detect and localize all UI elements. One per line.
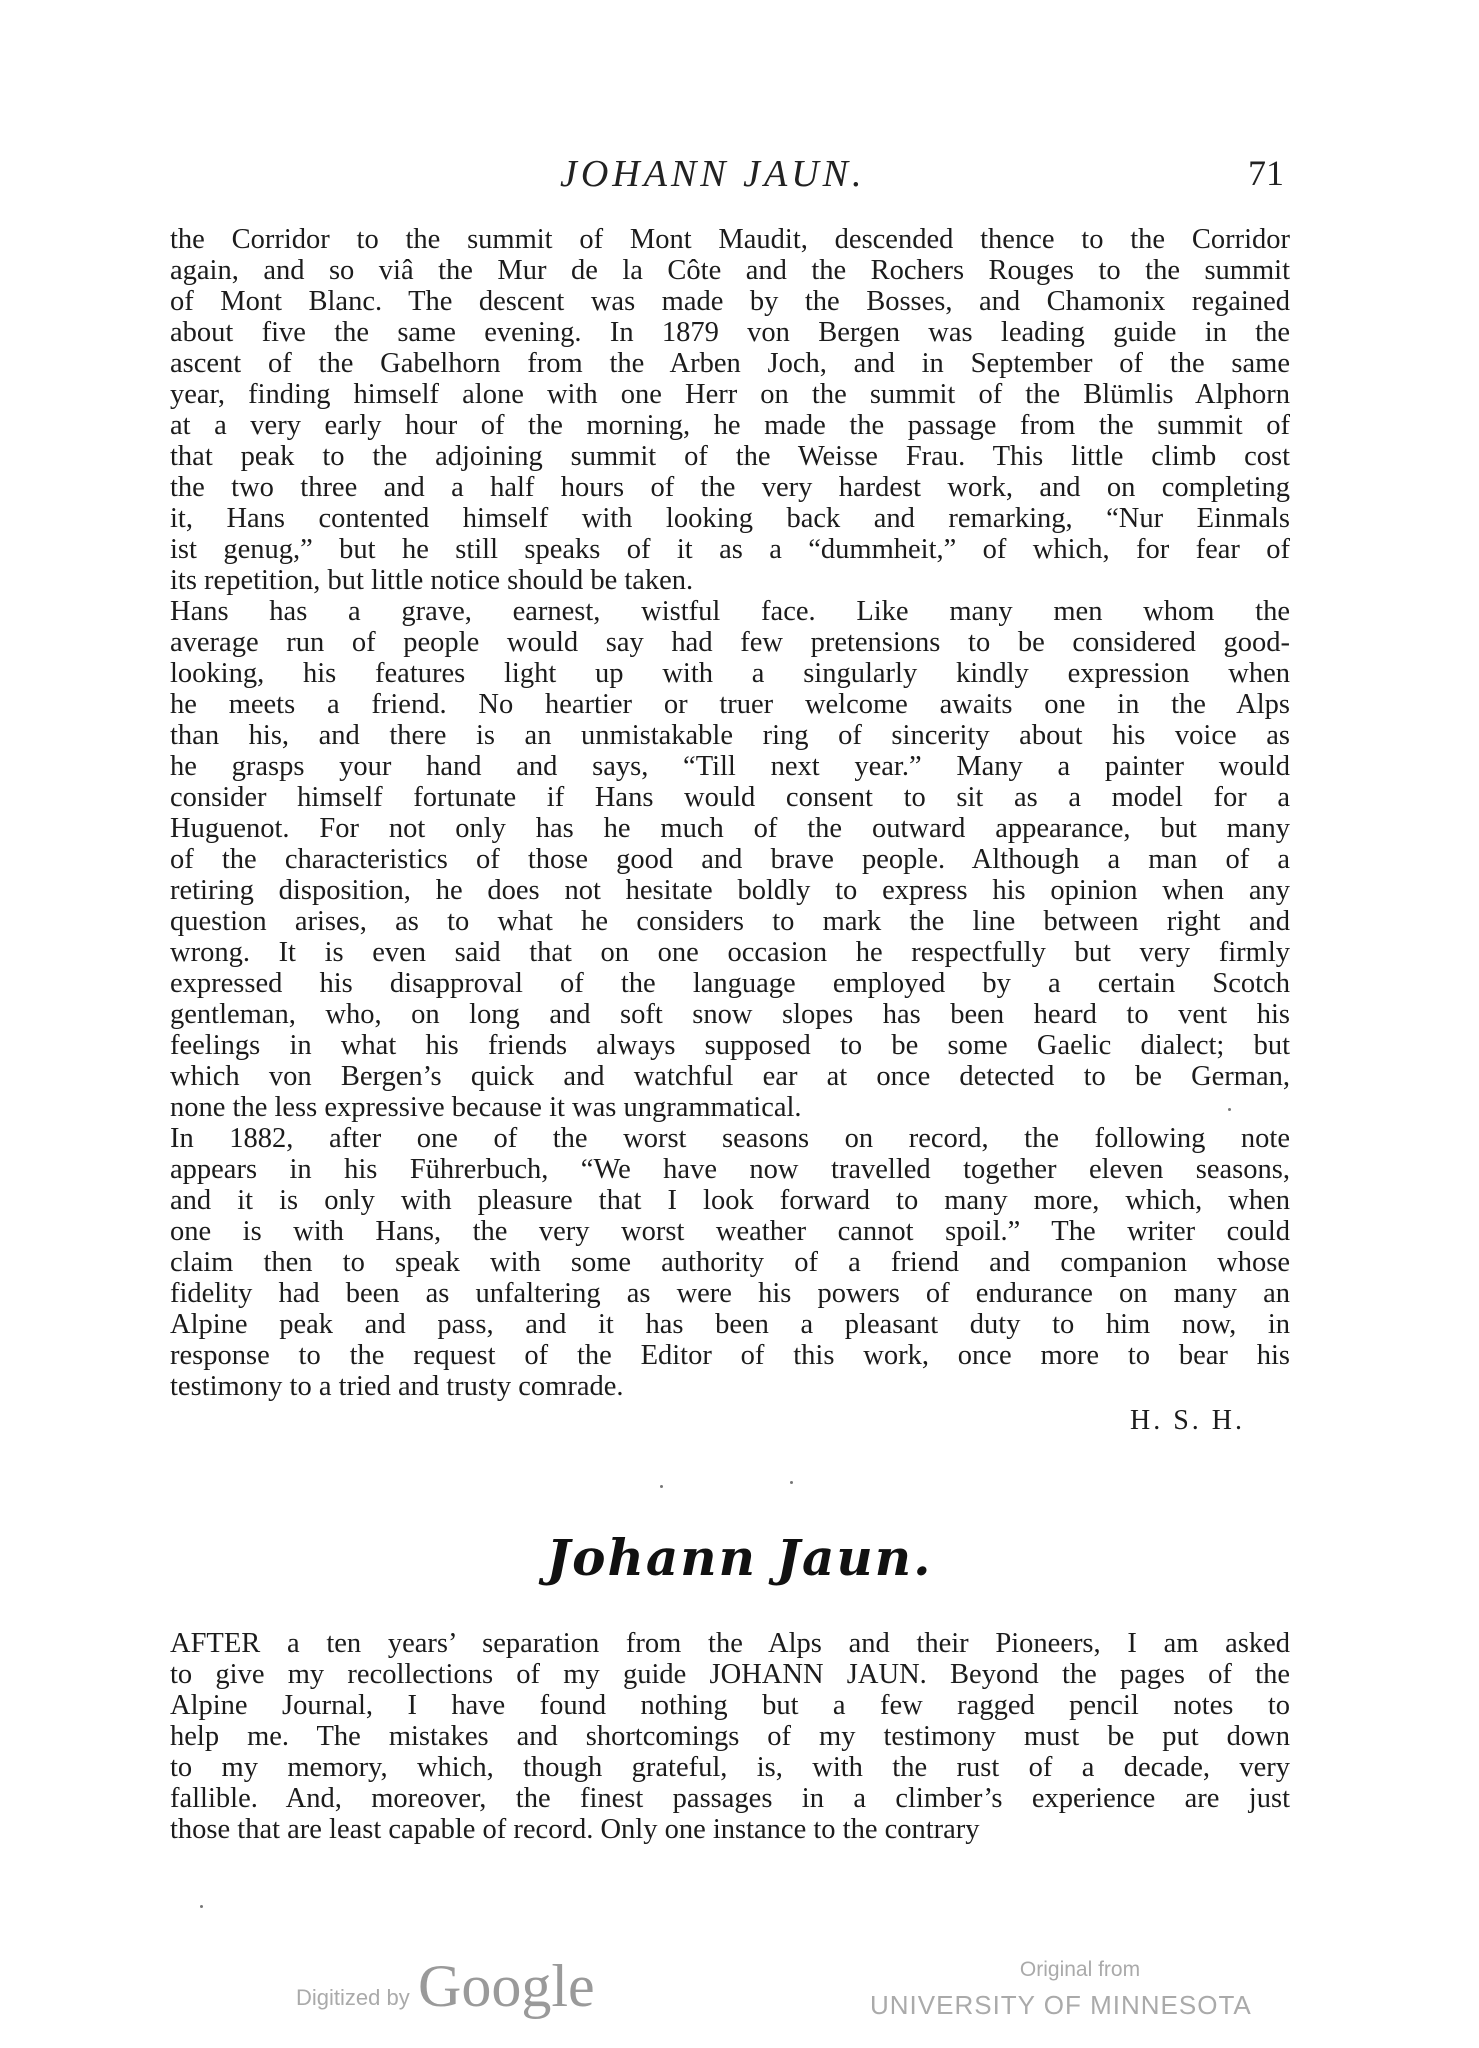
digitized-by-label: Digitized by	[296, 1985, 410, 2010]
chapter-heading: Johann Jaun.	[546, 1528, 933, 1587]
text-line: looking, his features light up with a singularly kindly expression when	[170, 658, 1290, 689]
text-line: Alpine Journal, I have found nothing but a few ragged pencil notes to	[170, 1690, 1290, 1721]
text-line: about five the same evening. In 1879 von Bergen was leading guide in the	[170, 317, 1290, 348]
text-line: consider himself fortunate if Hans would consent to sit as a model for a	[170, 782, 1290, 813]
text-line: at a very early hour of the morning, he made the passage from the summit of	[170, 410, 1290, 441]
body-text-section-two	[170, 1628, 1290, 1845]
text-line: again, and so viâ the Mur de la Côte and the Rochers Rouges to the summit	[170, 255, 1290, 286]
text-line: testimony to a tried and trusty comrade.	[170, 1371, 624, 1402]
text-line: ascent of the Gabelhorn from the Arben Joch, and in September of the same	[170, 348, 1290, 379]
text-line: fidelity had been as unfaltering as were his powers of endurance on many an	[170, 1278, 1290, 1309]
text-line: than his, and there is an unmistakable ring of sincerity about his voice as	[170, 720, 1290, 751]
page-speck	[200, 1905, 203, 1908]
text-line: he grasps your hand and says, “Till next year.” Many a painter would	[170, 751, 1290, 782]
text-line: those that are least capable of record. Only one instance to the contrary	[170, 1814, 980, 1845]
page-number: 71	[1248, 153, 1284, 193]
text-line: to give my recollections of my guide JOHANN JAUN. Beyond the pages of the	[170, 1659, 1290, 1690]
text-line: none the less expressive because it was ungrammatical.	[170, 1092, 802, 1123]
text-line: of Mont Blanc. The descent was made by the Bosses, and Chamonix regained	[170, 286, 1290, 317]
running-head	[0, 152, 1479, 202]
institution-name: UNIVERSITY OF MINNESOTA	[870, 1990, 1252, 2020]
text-line: it, Hans contented himself with looking back and remarking, “Nur Einmals	[170, 503, 1290, 534]
page-speck	[790, 1481, 793, 1484]
text-line: claim then to speak with some authority of a friend and companion whose	[170, 1247, 1290, 1278]
text-line: fallible. And, moreover, the finest passages in a climber’s experience are just	[170, 1783, 1290, 1814]
page-speck	[660, 1485, 663, 1488]
text-line: gentleman, who, on long and soft snow slopes has been heard to vent his	[170, 999, 1290, 1030]
text-line: average run of people would say had few pretensions to be considered good-	[170, 627, 1290, 658]
author-signature: H. S. H.	[1130, 1405, 1246, 1436]
text-line: appears in his Führerbuch, “We have now travelled together eleven seasons,	[170, 1154, 1290, 1185]
google-logo: Google	[418, 1953, 595, 2019]
text-line: feelings in what his friends always supposed to be some Gaelic dialect; but	[170, 1030, 1290, 1061]
text-line: the two three and a half hours of the very hardest work, and on completing	[170, 472, 1290, 503]
text-line: of the characteristics of those good and brave people. Although a man of a	[170, 844, 1290, 875]
text-line: Hans has a grave, earnest, wistful face. Like many men whom the	[170, 596, 1290, 627]
text-line: response to the request of the Editor of this work, once more to bear his	[170, 1340, 1290, 1371]
text-line: Alpine peak and pass, and it has been a pleasant duty to him now, in	[170, 1309, 1290, 1340]
page-speck	[1228, 1108, 1231, 1111]
text-line: the Corridor to the summit of Mont Maudit, descended thence to the Corridor	[170, 224, 1290, 255]
text-line: year, finding himself alone with one Herr on the summit of the Blümlis Alphorn	[170, 379, 1290, 410]
text-line: that peak to the adjoining summit of the Weisse Frau. This little climb cost	[170, 441, 1290, 472]
text-line: expressed his disapproval of the language employed by a certain Scotch	[170, 968, 1290, 999]
text-line: question arises, as to what he considers to mark the line between right and	[170, 906, 1290, 937]
text-line: help me. The mistakes and shortcomings of my testimony must be put down	[170, 1721, 1290, 1752]
text-line: and it is only with pleasure that I look forward to many more, which, when	[170, 1185, 1290, 1216]
text-line: which von Bergen’s quick and watchful ear at once detected to be German,	[170, 1061, 1290, 1092]
text-line: he meets a friend. No heartier or truer welcome awaits one in the Alps	[170, 689, 1290, 720]
running-title: JOHANN JAUN.	[560, 153, 866, 195]
original-from-label: Original from	[1019, 1958, 1141, 1981]
text-line: In 1882, after one of the worst seasons on record, the following note	[170, 1123, 1290, 1154]
text-line: its repetition, but little notice should be taken.	[170, 565, 694, 596]
text-line: to my memory, which, though grateful, is, with the rust of a decade, very	[170, 1752, 1290, 1783]
text-line: retiring disposition, he does not hesitate boldly to express his opinion when any	[170, 875, 1290, 906]
text-line: wrong. It is even said that on one occasion he respectfully but very firmly	[170, 937, 1290, 968]
text-line: Huguenot. For not only has he much of the outward appearance, but many	[170, 813, 1290, 844]
text-line: AFTER a ten years’ separation from the Alps and their Pioneers, I am asked	[170, 1628, 1290, 1659]
body-text-section-one	[170, 224, 1290, 1402]
text-line: ist genug,” but he still speaks of it as a “dummheit,” of which, for fear of	[170, 534, 1290, 565]
text-line: one is with Hans, the very worst weather cannot spoil.” The writer could	[170, 1216, 1290, 1247]
